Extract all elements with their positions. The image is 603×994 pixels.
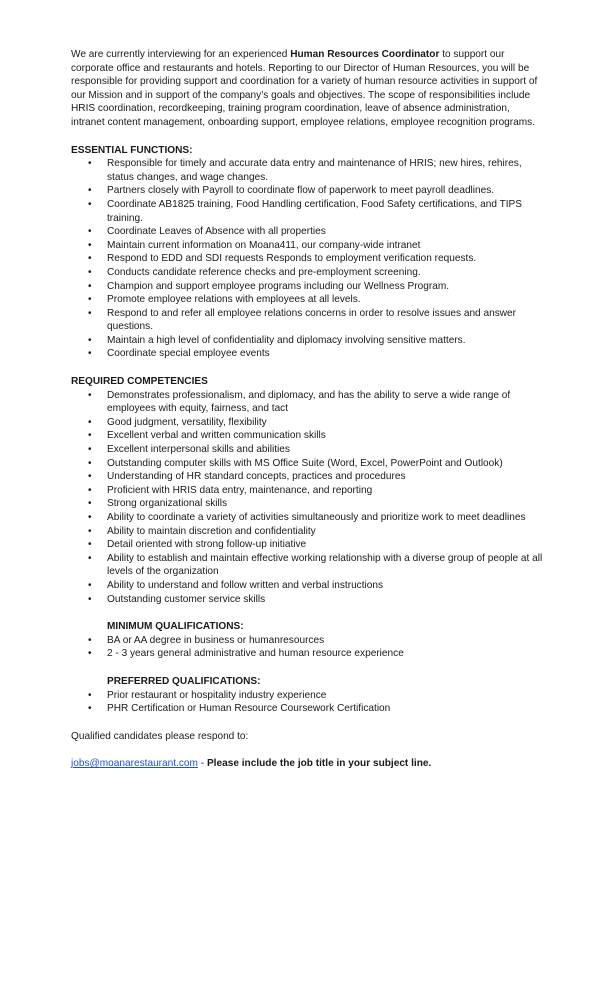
list-item: • Prior restaurant or hospitality industry experience xyxy=(71,689,543,703)
intro-text-start: We are currently interviewing for an experienced xyxy=(71,49,291,60)
list-item: • Respond to EDD and SDI requests Responds to employment verification requests. xyxy=(71,252,543,266)
contact-line xyxy=(71,757,543,771)
intro-text-rest: to support our corporate office and restaurants and hotels. Reporting to our Director of Human Resources, you will be responsible for providing support and coordination for a variety of human resource activities in support of our Mission and in support of the company’s goals and objectives. The scope of responsibilities include HRIS coordination, recordkeeping, training program coordination, leave of absence administration, intranet content management, onboarding support, employee relations, employee recognition programs. xyxy=(71,49,538,128)
list-item: • Ability to coordinate a variety of activities simultaneously and prioritize work to meet deadlines xyxy=(71,511,543,525)
preferred-qualifications-list xyxy=(71,689,543,716)
list-item: • Proficient with HRIS data entry, maintenance, and reporting xyxy=(71,484,543,498)
required-competencies-list xyxy=(71,389,543,607)
essential-functions-heading: ESSENTIAL FUNCTIONS: xyxy=(71,144,193,156)
subject-line-note: Please include the job title in your subject line. xyxy=(206,758,432,770)
list-item: • Outstanding computer skills with MS Office Suite (Word, Excel, PowerPoint and Outlook) xyxy=(71,457,543,471)
required-competencies-heading: REQUIRED COMPETENCIES xyxy=(71,376,208,388)
list-item: • BA or AA degree in business or humanresources xyxy=(71,634,543,648)
list-item: • Outstanding customer service skills xyxy=(71,593,543,607)
list-item: • Coordinate special employee events xyxy=(71,347,543,361)
list-item: • Demonstrates professionalism, and diplomacy, and has the ability to serve a wide range of employees with equity, fairness, and tact xyxy=(71,389,543,416)
essential-functions-list xyxy=(71,157,543,361)
respond-instruction: Qualified candidates please respond to: xyxy=(71,730,249,742)
list-item: • Maintain current information on Moana411, our company-wide intranet xyxy=(71,239,543,253)
list-item: • Respond to and refer all employee relations concerns in order to resolve issues and answer questions. xyxy=(71,307,543,334)
email-link[interactable]: jobs@moanarestaurant.com xyxy=(71,758,198,770)
list-item: • Ability to understand and follow written and verbal instructions xyxy=(71,579,543,593)
list-item: • Ability to establish and maintain effective working relationship with a diverse group of people at all levels of the organization xyxy=(71,552,543,579)
list-item: • Responsible for timely and accurate data entry and maintenance of HRIS; new hires, rehires, status changes, and wage changes. xyxy=(71,157,543,184)
list-item: • Champion and support employee programs including our Wellness Program. xyxy=(71,280,543,294)
list-item: • Coordinate AB1825 training, Food Handling certification, Food Safety certifications, and TIPS training. xyxy=(71,198,543,225)
list-item: • Strong organizational skills xyxy=(71,497,543,511)
list-item: • PHR Certification or Human Resource Coursework Certification xyxy=(71,702,543,716)
job-title: Human Resources Coordinator xyxy=(290,49,440,60)
list-item: • Detail oriented with strong follow-up initiative xyxy=(71,538,543,552)
contact-separator: - xyxy=(197,758,207,770)
minimum-qualifications-list xyxy=(71,634,543,661)
minimum-qualifications-heading: MINIMUM QUALIFICATIONS: xyxy=(107,621,244,633)
list-item: • Partners closely with Payroll to coordinate flow of paperwork to meet payroll deadlines. xyxy=(71,184,543,198)
list-item: • Maintain a high level of confidentiality and diplomacy involving sensitive matters. xyxy=(71,334,543,348)
list-item: • Coordinate Leaves of Absence with all properties xyxy=(71,225,543,239)
list-item: • Good judgment, versatility, flexibility xyxy=(71,416,543,430)
list-item: • Excellent verbal and written communication skills xyxy=(71,429,543,443)
list-item: • Excellent interpersonal skills and abilities xyxy=(71,443,543,457)
list-item: • Promote employee relations with employees at all levels. xyxy=(71,293,543,307)
list-item: • Conducts candidate reference checks and pre-employment screening. xyxy=(71,266,543,280)
list-item: • 2 - 3 years general administrative and human resource experience xyxy=(71,647,543,661)
list-item: • Understanding of HR standard concepts, practices and procedures xyxy=(71,470,543,484)
list-item: • Ability to maintain discretion and confidentiality xyxy=(71,525,543,539)
intro-paragraph xyxy=(71,48,543,130)
preferred-qualifications-heading: PREFERRED QUALIFICATIONS: xyxy=(107,675,261,687)
